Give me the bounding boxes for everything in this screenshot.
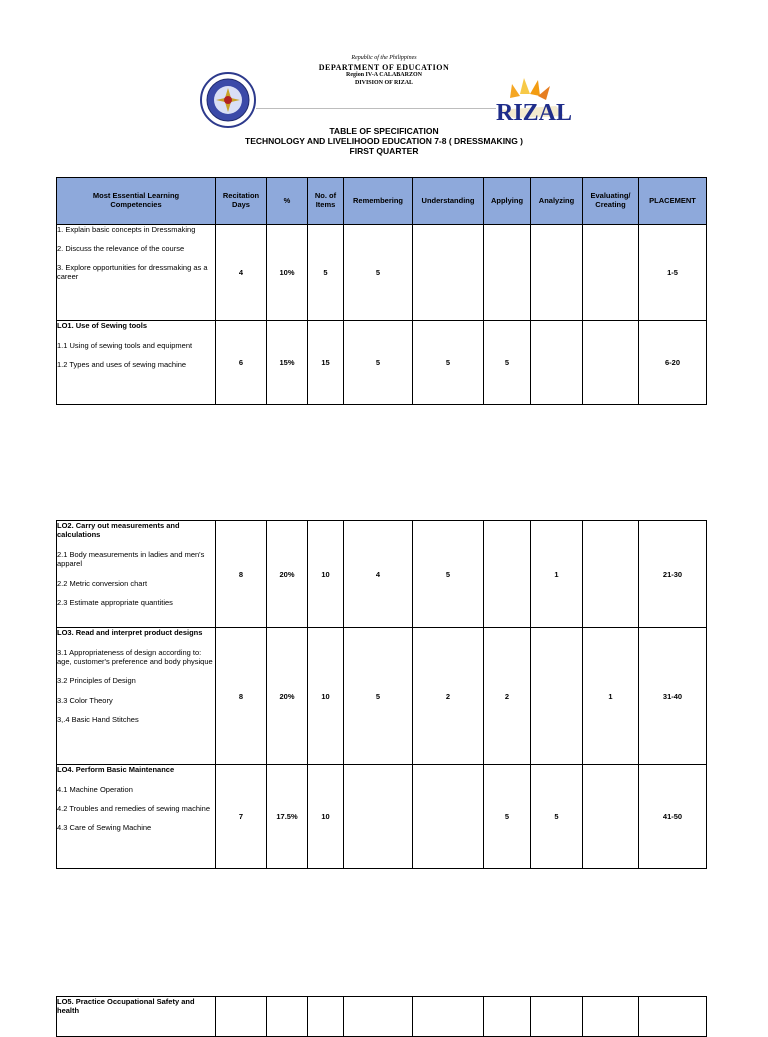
competency-item: 2. Discuss the relevance of the course [57,244,185,254]
placement-cell: 6-20 [639,321,707,405]
evaluating-cell [583,225,639,321]
header-understanding: Understanding [413,178,484,225]
recitation-days-cell: 8 [216,628,267,765]
table-row [57,521,707,628]
placement-cell: 41-50 [639,765,707,869]
percent-cell [267,997,308,1037]
recitation-days-cell: 7 [216,765,267,869]
learning-objective-title: LO3. Read and interpret product designs [57,628,203,637]
remembering-cell: 5 [344,628,413,765]
evaluating-cell [583,997,639,1037]
recitation-days-cell: 6 [216,321,267,405]
competency-item: 4.2 Troubles and remedies of sewing machine [57,804,211,814]
placement-cell: 21-30 [639,521,707,628]
header-recitation-days: Recitation Days [216,178,267,225]
applying-cell [484,997,531,1037]
competency-item: 3.2 Principles of Design [57,676,136,686]
understanding-cell: 5 [413,321,484,405]
competency-item: 2.3 Estimate appropriate quantities [57,597,173,607]
competency-item: 1.1 Using of sewing tools and equipment [57,341,193,351]
competency-item: 3,.4 Basic Hand Stitches [57,714,139,724]
placement-cell: 1-5 [639,225,707,321]
understanding-cell: 5 [413,521,484,628]
no-of-items-cell [308,997,344,1037]
competency-item: 2.2 Metric conversion chart [57,578,148,588]
header-placement: PLACEMENT [639,178,707,225]
analyzing-cell [531,997,583,1037]
recitation-days-cell: 4 [216,225,267,321]
no-of-items-cell: 10 [308,765,344,869]
competency-cell [57,765,216,869]
applying-cell: 2 [484,628,531,765]
region-label: Region IV-A CALABARZON [346,72,422,78]
remembering-cell: 4 [344,521,413,628]
republic-label: Republic of the Philippines [351,55,417,61]
header-no-of-items: No. of Items [308,178,344,225]
percent-cell: 10% [267,225,308,321]
table-row [57,225,707,321]
remembering-cell: 5 [344,225,413,321]
learning-objective-title: LO1. Use of Sewing tools [57,321,148,330]
no-of-items-cell: 10 [308,628,344,765]
subject-title: TECHNOLOGY AND LIVELIHOOD EDUCATION 7-8 ( DRESSMAKING ) [245,136,523,146]
table-row [57,765,707,869]
table-row [57,321,707,405]
evaluating-cell [583,321,639,405]
competency-cell [57,628,216,765]
recitation-days-cell: 8 [216,521,267,628]
analyzing-cell: 5 [531,765,583,869]
percent-cell: 17.5% [267,765,308,869]
remembering-cell [344,997,413,1037]
learning-objective-title: LO4. Perform Basic Maintenance [57,765,175,774]
table-header-row [57,178,707,225]
division-label: DIVISION OF RIZAL [354,80,414,86]
header-remembering: Remembering [344,178,413,225]
competency-cell [57,997,216,1037]
percent-cell: 15% [267,321,308,405]
competency-cell [57,521,216,628]
header-divider [256,108,496,109]
percent-cell: 20% [267,521,308,628]
competency-item: 4.1 Machine Operation [57,785,133,795]
header-analyzing: Analyzing [531,178,583,225]
percent-cell: 20% [267,628,308,765]
competency-item: 1. Explain basic concepts in Dressmaking [57,225,196,234]
understanding-cell [413,765,484,869]
analyzing-cell [531,628,583,765]
no-of-items-cell: 5 [308,225,344,321]
specification-table-part-1 [56,177,707,405]
competency-item: 3. Explore opportunities for dressmaking as a career [57,263,208,282]
specification-table-part-2 [56,520,707,869]
remembering-cell: 5 [344,321,413,405]
competency-item: 4.3 Care of Sewing Machine [57,823,152,833]
document-title: TABLE OF SPECIFICATION [329,126,439,136]
learning-objective-title: LO5. Practice Occupational Safety and health [57,997,195,1016]
evaluating-cell: 1 [583,628,639,765]
evaluating-cell [583,521,639,628]
applying-cell: 5 [484,321,531,405]
specification-table-part-3 [56,996,707,1037]
remembering-cell [344,765,413,869]
department-label: DEPARTMENT OF EDUCATION [318,63,450,72]
competency-item: 3.3 Color Theory [57,695,113,705]
competency-item: 3.1 Appropriateness of design according to: age, customer's preference and body physique [57,648,213,667]
understanding-cell [413,225,484,321]
analyzing-cell [531,225,583,321]
applying-cell: 5 [484,765,531,869]
understanding-cell [413,997,484,1037]
header-competencies: Most Essential Learning Competencies [57,178,216,225]
competency-cell [57,321,216,405]
header-percent: % [267,178,308,225]
competency-cell [57,225,216,321]
no-of-items-cell: 15 [308,321,344,405]
placement-cell [639,997,707,1037]
recitation-days-cell [216,997,267,1037]
header-applying: Applying [484,178,531,225]
applying-cell [484,521,531,628]
applying-cell [484,225,531,321]
table-row [57,628,707,765]
header-evaluating-creating: Evaluating/ Creating [583,178,639,225]
svg-text:RIZAL: RIZAL [496,100,572,126]
analyzing-cell [531,321,583,405]
evaluating-cell [583,765,639,869]
understanding-cell: 2 [413,628,484,765]
document-header [0,0,768,170]
table-row [57,997,707,1037]
competency-item: 2.1 Body measurements in ladies and men's apparel [57,550,205,569]
learning-objective-title: LO2. Carry out measurements and calculations [57,521,180,540]
competency-item: 1.2 Types and uses of sewing machine [57,360,187,370]
quarter-title: FIRST QUARTER [349,146,419,156]
analyzing-cell: 1 [531,521,583,628]
placement-cell: 31-40 [639,628,707,765]
no-of-items-cell: 10 [308,521,344,628]
